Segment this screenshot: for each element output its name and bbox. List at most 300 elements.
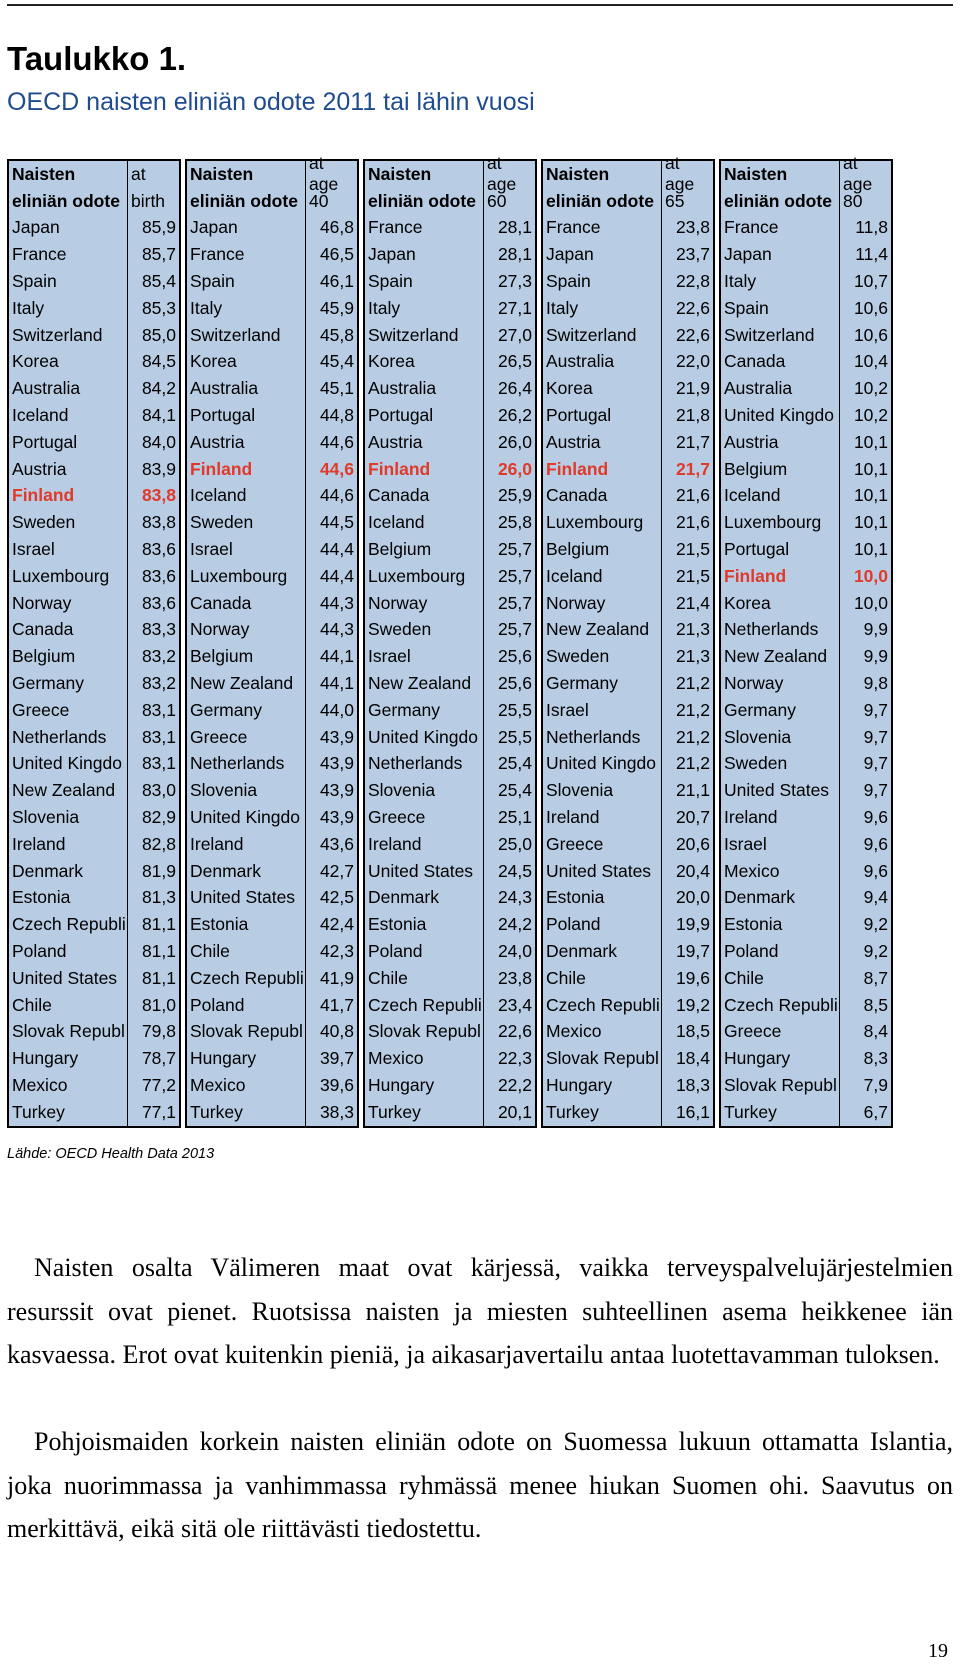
value-cell: 25,4 xyxy=(483,751,535,778)
country-cell: Japan xyxy=(190,217,238,238)
table-row xyxy=(365,322,535,349)
value-cell: 83,3 xyxy=(127,617,179,644)
country-cell: Austria xyxy=(190,431,245,452)
table-row xyxy=(187,295,357,322)
country-cell: Greece xyxy=(190,726,248,747)
country-cell: Canada xyxy=(12,619,74,640)
country-cell: Switzerland xyxy=(190,324,281,345)
value-cell: 26,5 xyxy=(483,349,535,376)
country-cell: United States xyxy=(368,860,474,881)
table-row xyxy=(9,751,179,778)
country-cell: Slovenia xyxy=(190,780,258,801)
header-label: eliniän odote xyxy=(190,190,298,211)
table-row xyxy=(365,885,535,912)
table-row xyxy=(187,349,357,376)
country-cell: Poland xyxy=(190,994,245,1015)
table-row xyxy=(187,590,357,617)
table-row xyxy=(543,429,713,456)
value-cell: 83,2 xyxy=(127,643,179,670)
country-cell: New Zealand xyxy=(190,673,294,694)
country-cell: Norway xyxy=(724,673,784,694)
value-cell: 81,3 xyxy=(127,885,179,912)
value-cell: 25,7 xyxy=(483,563,535,590)
table-row xyxy=(187,1045,357,1072)
table-row xyxy=(543,1072,713,1099)
table-row xyxy=(9,563,179,590)
country-cell: United Kingdo xyxy=(368,726,478,747)
table-row xyxy=(543,268,713,295)
country-cell: Mexico xyxy=(724,860,780,881)
table-row xyxy=(9,885,179,912)
value-cell: 18,5 xyxy=(661,1019,713,1046)
country-cell: Luxembourg xyxy=(368,565,466,586)
value-cell: 83,1 xyxy=(127,724,179,751)
header-age: 80 xyxy=(839,188,891,215)
value-cell: 44,5 xyxy=(305,509,357,536)
country-cell: Australia xyxy=(190,378,259,399)
country-cell: Mexico xyxy=(546,1021,602,1042)
value-cell: 11,8 xyxy=(839,215,891,242)
table-row xyxy=(543,831,713,858)
table-row xyxy=(721,241,891,268)
value-cell: 25,4 xyxy=(483,777,535,804)
table-row xyxy=(543,483,713,510)
value-cell: 28,1 xyxy=(483,241,535,268)
value-cell: 24,5 xyxy=(483,858,535,885)
value-cell: 21,2 xyxy=(661,724,713,751)
value-cell: 26,4 xyxy=(483,375,535,402)
country-cell: Iceland xyxy=(12,405,69,426)
table-row xyxy=(543,536,713,563)
country-cell: Israel xyxy=(12,539,55,560)
country-cell: Switzerland xyxy=(546,324,637,345)
table-row xyxy=(9,483,179,510)
country-cell: Belgium xyxy=(368,539,432,560)
table-row xyxy=(543,670,713,697)
value-cell: 45,9 xyxy=(305,295,357,322)
table-row xyxy=(187,215,357,242)
value-cell: 9,7 xyxy=(839,724,891,751)
country-cell: United States xyxy=(190,887,296,908)
table-row xyxy=(365,751,535,778)
country-cell: Italy xyxy=(368,297,401,318)
country-cell: Denmark xyxy=(368,887,439,908)
table-row xyxy=(187,858,357,885)
country-cell: Estonia xyxy=(724,914,783,935)
country-cell: United States xyxy=(546,860,652,881)
page-subtitle: OECD naisten eliniän odote 2011 tai lähin vuosi xyxy=(7,88,535,116)
value-cell: 8,7 xyxy=(839,965,891,992)
value-cell: 9,2 xyxy=(839,911,891,938)
value-cell: 84,1 xyxy=(127,402,179,429)
value-cell: 44,1 xyxy=(305,643,357,670)
table-row xyxy=(365,911,535,938)
table-row xyxy=(543,1099,713,1126)
value-cell: 9,8 xyxy=(839,670,891,697)
table-row xyxy=(721,617,891,644)
country-cell: Greece xyxy=(724,1021,782,1042)
table-row xyxy=(721,885,891,912)
value-cell: 81,1 xyxy=(127,911,179,938)
table-row xyxy=(187,483,357,510)
header-age: birth xyxy=(127,188,179,215)
country-cell: Chile xyxy=(12,994,52,1015)
table-row xyxy=(721,456,891,483)
table-row xyxy=(9,1072,179,1099)
table-row xyxy=(543,617,713,644)
table-row xyxy=(9,1045,179,1072)
country-cell: Austria xyxy=(546,431,601,452)
value-cell: 84,2 xyxy=(127,375,179,402)
country-cell: Sweden xyxy=(724,753,788,774)
country-cell: Slovak Republ xyxy=(190,1021,303,1042)
value-cell: 46,1 xyxy=(305,268,357,295)
value-cell: 83,2 xyxy=(127,670,179,697)
country-cell: Finland xyxy=(190,458,253,479)
value-cell: 9,9 xyxy=(839,643,891,670)
table-row xyxy=(543,804,713,831)
value-cell: 19,7 xyxy=(661,938,713,965)
table-header-row xyxy=(187,153,357,195)
header-age: at xyxy=(127,161,179,188)
table-row xyxy=(9,831,179,858)
table-row xyxy=(9,724,179,751)
country-cell: Israel xyxy=(190,539,233,560)
table-row xyxy=(721,697,891,724)
value-cell: 85,7 xyxy=(127,241,179,268)
header-label: eliniän odote xyxy=(724,190,832,211)
value-cell: 28,1 xyxy=(483,215,535,242)
table-row xyxy=(365,831,535,858)
country-cell: Poland xyxy=(546,914,601,935)
country-cell: Estonia xyxy=(546,887,605,908)
top-rule xyxy=(7,4,953,6)
value-cell: 83,1 xyxy=(127,751,179,778)
table-row xyxy=(9,375,179,402)
country-cell: Switzerland xyxy=(12,324,103,345)
country-cell: United Kingdo xyxy=(190,807,300,828)
table-row xyxy=(365,1045,535,1072)
table-row xyxy=(9,241,179,268)
country-cell: Portugal xyxy=(190,405,256,426)
table-row xyxy=(365,777,535,804)
value-cell: 23,8 xyxy=(661,215,713,242)
table-row xyxy=(543,1019,713,1046)
table-row xyxy=(721,965,891,992)
page-number: 19 xyxy=(928,1640,948,1662)
table-row xyxy=(187,1019,357,1046)
table-row xyxy=(543,992,713,1019)
country-cell: Ireland xyxy=(546,807,600,828)
country-cell: Estonia xyxy=(368,914,427,935)
value-cell: 21,8 xyxy=(661,402,713,429)
table-row xyxy=(365,858,535,885)
value-cell: 21,6 xyxy=(661,483,713,510)
table-row xyxy=(365,429,535,456)
value-cell: 25,5 xyxy=(483,724,535,751)
table-header-row xyxy=(543,188,713,215)
country-cell: Germany xyxy=(724,699,796,720)
table-row xyxy=(187,456,357,483)
table-row xyxy=(9,456,179,483)
value-cell: 26,0 xyxy=(483,429,535,456)
value-cell: 27,1 xyxy=(483,295,535,322)
country-cell: Germany xyxy=(12,673,84,694)
value-cell: 23,8 xyxy=(483,965,535,992)
table-row xyxy=(365,804,535,831)
table-row xyxy=(543,241,713,268)
table-header-row xyxy=(721,153,891,195)
country-cell: United States xyxy=(724,780,830,801)
country-cell: Turkey xyxy=(12,1101,65,1122)
table-row xyxy=(543,375,713,402)
value-cell: 19,2 xyxy=(661,992,713,1019)
value-cell: 81,9 xyxy=(127,858,179,885)
value-cell: 81,1 xyxy=(127,938,179,965)
value-cell: 43,6 xyxy=(305,831,357,858)
value-cell: 10,0 xyxy=(839,563,891,590)
table-row xyxy=(9,322,179,349)
table-row xyxy=(365,992,535,1019)
table-row xyxy=(9,215,179,242)
country-cell: Estonia xyxy=(12,887,71,908)
header-age: 60 xyxy=(483,188,535,215)
table-row xyxy=(365,1099,535,1126)
value-cell: 22,6 xyxy=(483,1019,535,1046)
value-cell: 10,1 xyxy=(839,536,891,563)
country-cell: Luxembourg xyxy=(724,512,822,533)
table-row xyxy=(543,724,713,751)
value-cell: 7,9 xyxy=(839,1072,891,1099)
country-cell: Czech Republi xyxy=(546,994,660,1015)
value-cell: 6,7 xyxy=(839,1099,891,1126)
table-row xyxy=(9,617,179,644)
country-cell: United Kingdo xyxy=(724,405,834,426)
table-row xyxy=(187,697,357,724)
table-row xyxy=(365,241,535,268)
country-cell: Ireland xyxy=(12,833,66,854)
country-cell: Chile xyxy=(368,967,408,988)
header-label: eliniän odote xyxy=(546,190,654,211)
country-cell: Portugal xyxy=(12,431,78,452)
country-cell: Greece xyxy=(546,833,604,854)
table-row xyxy=(9,590,179,617)
value-cell: 84,0 xyxy=(127,429,179,456)
value-cell: 21,4 xyxy=(661,590,713,617)
value-cell: 19,6 xyxy=(661,965,713,992)
country-cell: New Zealand xyxy=(724,646,828,667)
table-row xyxy=(721,509,891,536)
table-header-row xyxy=(187,188,357,215)
table-row xyxy=(721,1099,891,1126)
value-cell: 25,5 xyxy=(483,697,535,724)
value-cell: 43,9 xyxy=(305,724,357,751)
value-cell: 42,7 xyxy=(305,858,357,885)
country-cell: Canada xyxy=(368,485,430,506)
header-age: at age xyxy=(305,161,357,188)
table-row xyxy=(543,349,713,376)
table-row xyxy=(9,295,179,322)
value-cell: 21,2 xyxy=(661,670,713,697)
value-cell: 77,1 xyxy=(127,1099,179,1126)
country-cell: Poland xyxy=(368,941,423,961)
country-cell: Hungary xyxy=(546,1074,613,1095)
table-row xyxy=(365,938,535,965)
country-cell: Ireland xyxy=(724,807,778,828)
table-row xyxy=(9,938,179,965)
country-cell: Hungary xyxy=(190,1048,257,1069)
value-cell: 85,4 xyxy=(127,268,179,295)
table-row xyxy=(187,804,357,831)
country-cell: Belgium xyxy=(12,646,76,667)
country-cell: Israel xyxy=(724,833,767,854)
value-cell: 10,2 xyxy=(839,375,891,402)
value-cell: 25,7 xyxy=(483,590,535,617)
table-1 xyxy=(7,159,181,1128)
country-cell: Mexico xyxy=(368,1048,424,1069)
value-cell: 8,5 xyxy=(839,992,891,1019)
table-row xyxy=(543,938,713,965)
table-row xyxy=(187,885,357,912)
table-row xyxy=(721,1019,891,1046)
country-cell: Finland xyxy=(546,458,609,479)
country-cell: Netherlands xyxy=(190,753,285,774)
country-cell: Hungary xyxy=(724,1048,791,1069)
value-cell: 21,7 xyxy=(661,456,713,483)
value-cell: 25,7 xyxy=(483,536,535,563)
table-row xyxy=(187,911,357,938)
value-cell: 10,4 xyxy=(839,349,891,376)
value-cell: 9,7 xyxy=(839,777,891,804)
value-cell: 38,3 xyxy=(305,1099,357,1126)
value-cell: 22,6 xyxy=(661,322,713,349)
country-cell: Netherlands xyxy=(368,753,463,774)
value-cell: 82,8 xyxy=(127,831,179,858)
country-cell: Estonia xyxy=(190,914,249,935)
country-cell: United Kingdo xyxy=(12,753,122,774)
value-cell: 79,8 xyxy=(127,1019,179,1046)
country-cell: Germany xyxy=(546,673,618,694)
table-row xyxy=(365,590,535,617)
value-cell: 85,0 xyxy=(127,322,179,349)
country-cell: Slovak Republ xyxy=(546,1048,659,1069)
country-cell: Denmark xyxy=(12,860,83,881)
header-label: Naisten xyxy=(12,163,76,184)
country-cell: Czech Republi xyxy=(190,967,304,988)
table-row xyxy=(721,429,891,456)
country-cell: Czech Republi xyxy=(368,994,482,1015)
value-cell: 21,3 xyxy=(661,643,713,670)
header-label: eliniän odote xyxy=(368,190,476,211)
country-cell: Canada xyxy=(190,592,252,613)
country-cell: Hungary xyxy=(368,1074,435,1095)
country-cell: Korea xyxy=(12,351,59,372)
value-cell: 45,4 xyxy=(305,349,357,376)
value-cell: 19,9 xyxy=(661,911,713,938)
value-cell: 83,9 xyxy=(127,456,179,483)
country-cell: Turkey xyxy=(546,1101,599,1122)
table-row xyxy=(721,911,891,938)
table-row xyxy=(365,724,535,751)
country-cell: Turkey xyxy=(190,1101,243,1122)
country-cell: Korea xyxy=(724,592,771,613)
value-cell: 39,6 xyxy=(305,1072,357,1099)
table-row xyxy=(721,643,891,670)
value-cell: 44,4 xyxy=(305,563,357,590)
country-cell: France xyxy=(368,217,423,238)
table-row xyxy=(9,268,179,295)
value-cell: 25,1 xyxy=(483,804,535,831)
country-cell: Finland xyxy=(368,458,431,479)
value-cell: 22,8 xyxy=(661,268,713,295)
table-header-row xyxy=(9,161,179,188)
country-cell: Japan xyxy=(368,244,416,265)
table-row xyxy=(365,643,535,670)
table-row xyxy=(365,483,535,510)
country-cell: Switzerland xyxy=(368,324,459,345)
country-cell: New Zealand xyxy=(546,619,650,640)
table-row xyxy=(543,643,713,670)
value-cell: 83,8 xyxy=(127,483,179,510)
country-cell: Japan xyxy=(12,217,60,238)
value-cell: 10,1 xyxy=(839,456,891,483)
table-row xyxy=(9,1019,179,1046)
country-cell: Poland xyxy=(12,941,67,961)
header-age: 40 xyxy=(305,188,357,215)
table-row xyxy=(721,322,891,349)
table-2 xyxy=(185,153,359,1128)
table-row xyxy=(543,215,713,242)
table-row xyxy=(543,402,713,429)
value-cell: 9,6 xyxy=(839,804,891,831)
country-cell: Chile xyxy=(190,941,230,961)
country-cell: Sweden xyxy=(368,619,432,640)
value-cell: 25,7 xyxy=(483,617,535,644)
table-row xyxy=(721,804,891,831)
country-cell: Chile xyxy=(724,967,764,988)
value-cell: 9,7 xyxy=(839,751,891,778)
value-cell: 10,6 xyxy=(839,295,891,322)
country-cell: Denmark xyxy=(724,887,795,908)
table-row xyxy=(721,349,891,376)
value-cell: 8,4 xyxy=(839,1019,891,1046)
table-row xyxy=(543,858,713,885)
country-cell: Belgium xyxy=(724,458,788,479)
country-cell: United States xyxy=(12,967,118,988)
value-cell: 44,3 xyxy=(305,590,357,617)
value-cell: 20,7 xyxy=(661,804,713,831)
table-row xyxy=(187,563,357,590)
country-cell: Slovak Republ xyxy=(724,1074,837,1095)
value-cell: 10,2 xyxy=(839,402,891,429)
table-row xyxy=(721,751,891,778)
country-cell: Iceland xyxy=(190,485,247,506)
country-cell: Italy xyxy=(190,297,223,318)
table-row xyxy=(365,1072,535,1099)
table-row xyxy=(543,1045,713,1072)
table-row xyxy=(365,402,535,429)
country-cell: New Zealand xyxy=(368,673,472,694)
value-cell: 41,7 xyxy=(305,992,357,1019)
country-cell: Netherlands xyxy=(546,726,641,747)
value-cell: 83,1 xyxy=(127,697,179,724)
table-row xyxy=(543,911,713,938)
value-cell: 22,3 xyxy=(483,1045,535,1072)
country-cell: Netherlands xyxy=(12,726,107,747)
table-row xyxy=(9,536,179,563)
table-row xyxy=(543,697,713,724)
table-row xyxy=(187,375,357,402)
